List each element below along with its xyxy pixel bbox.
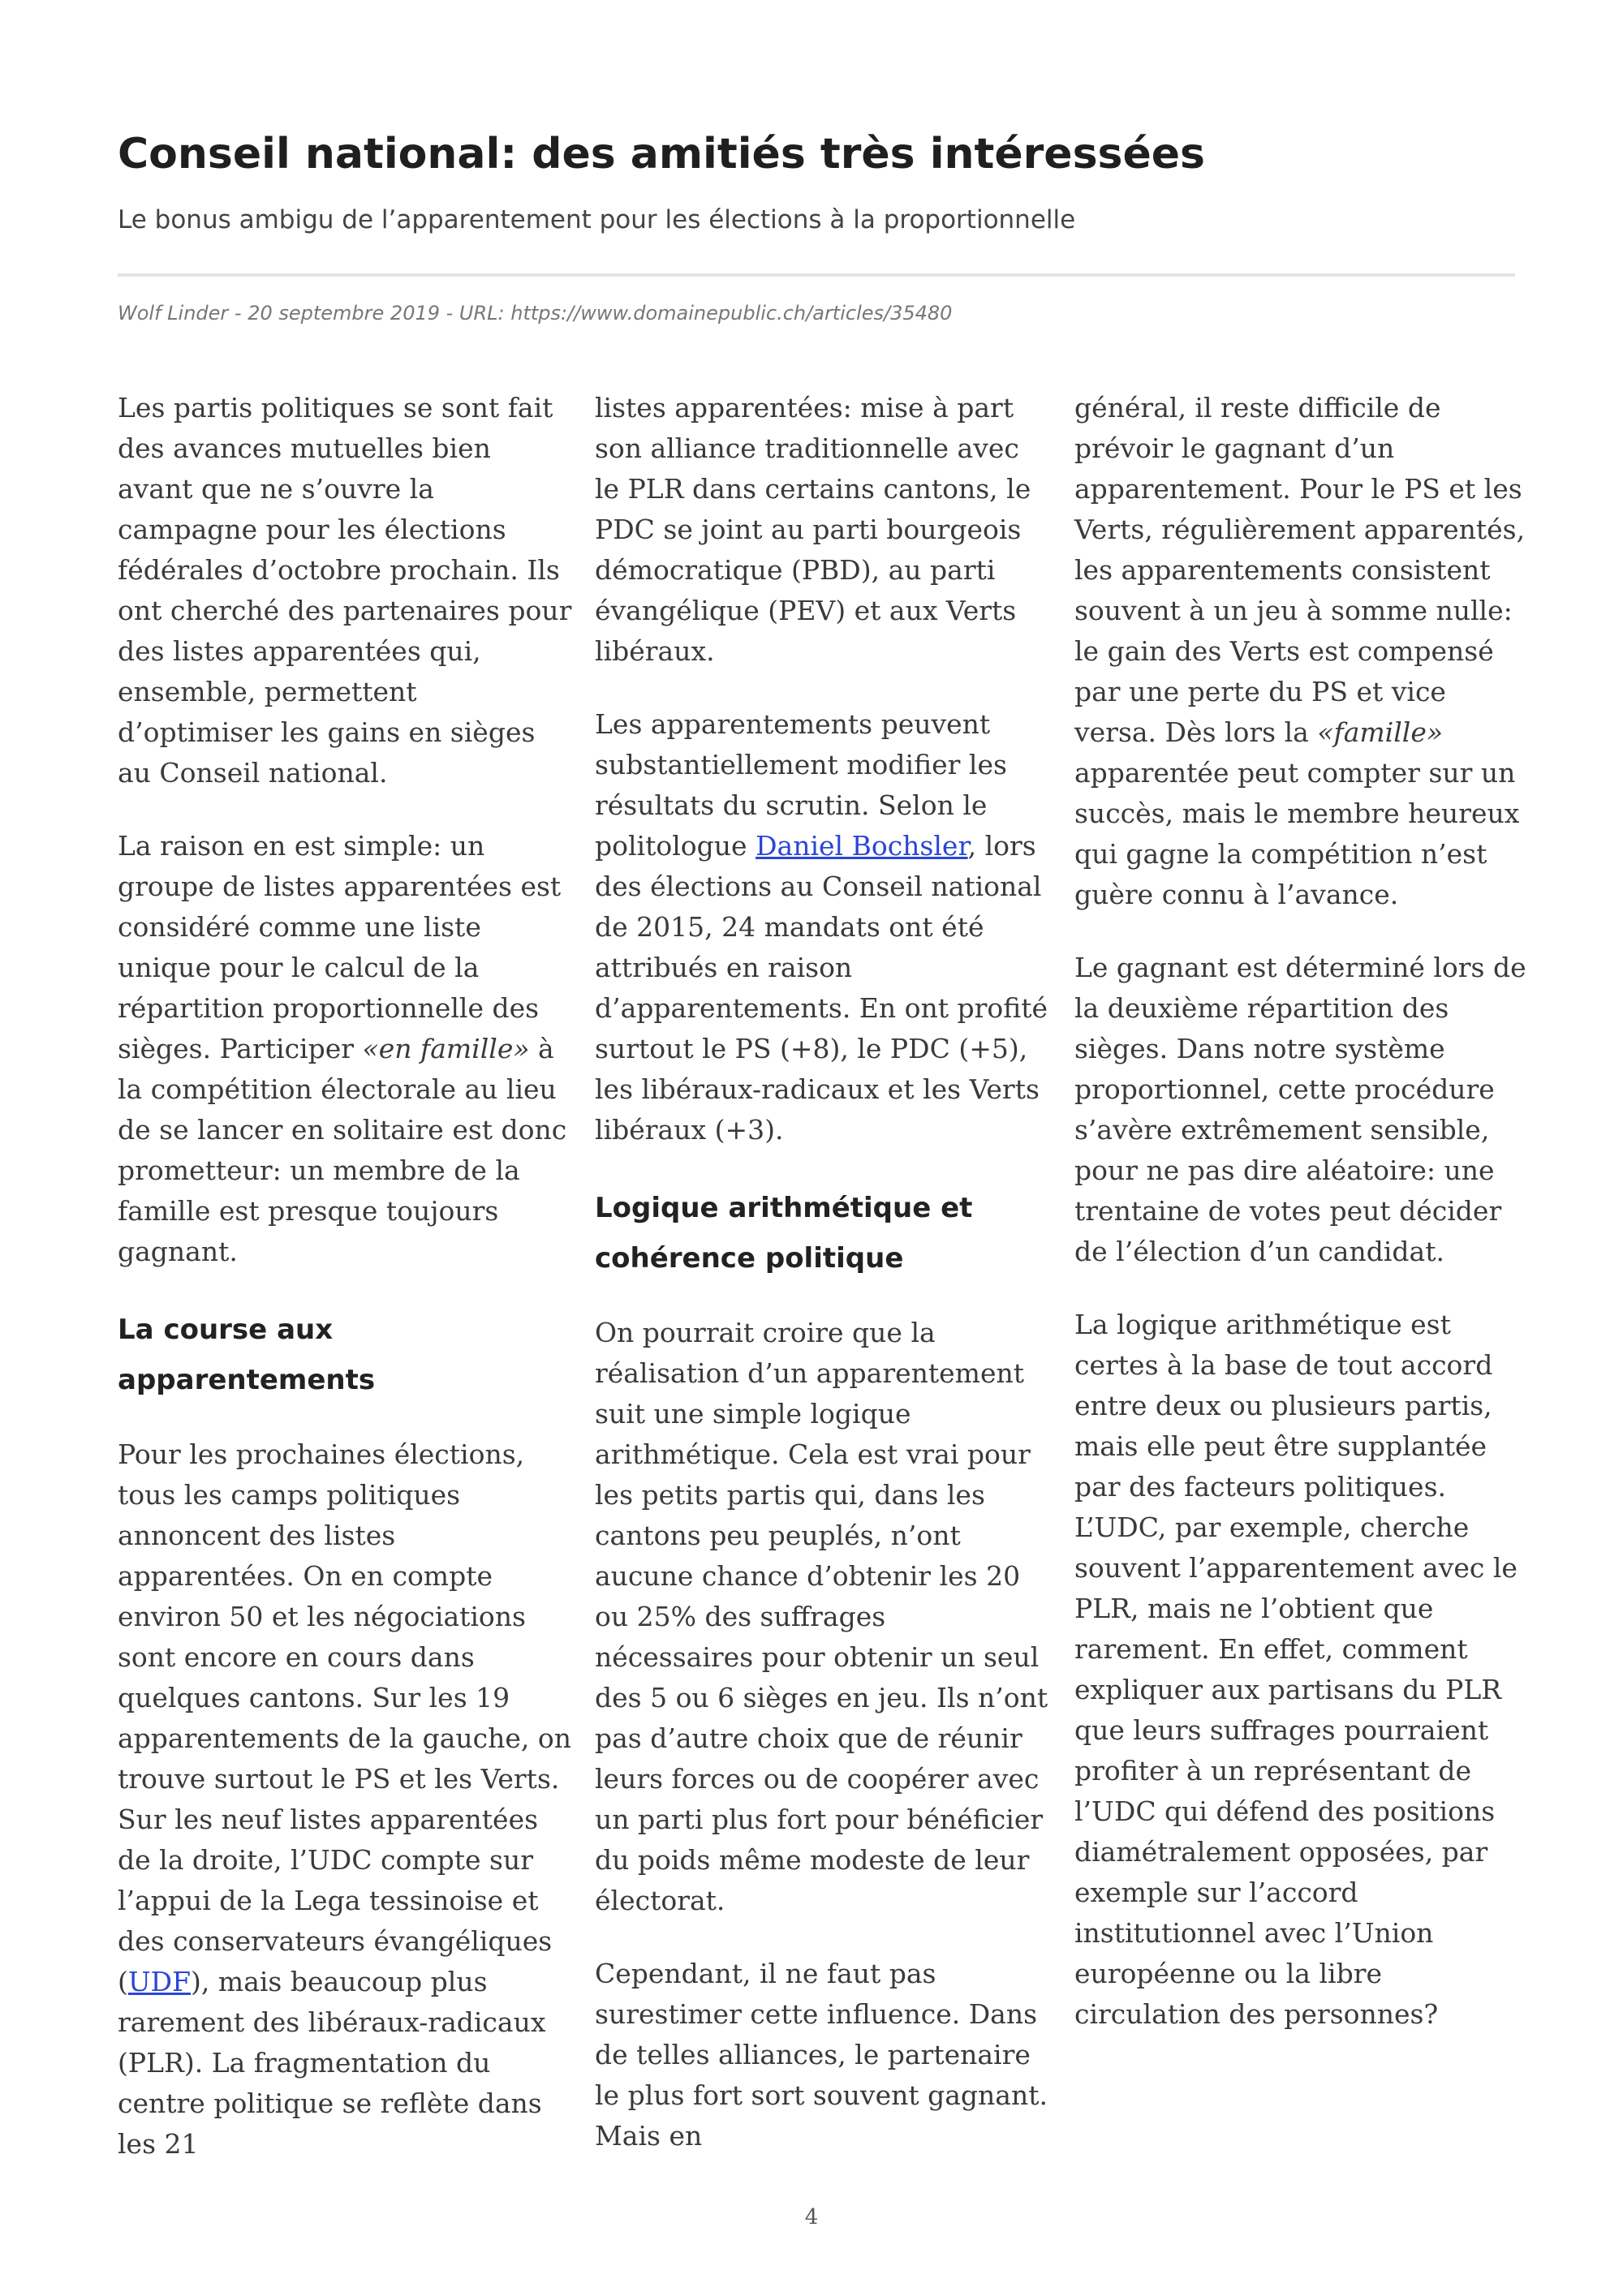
column-1 bbox=[118, 388, 572, 2160]
paragraph-text: listes apparentées: mise à part son alliance traditionnelle avec le PLR dans certains cantons, le PDC se joint au parti bourgeois démocratique (PBD), au parti évangélique (PEV) et aux Verts libéraux. bbox=[595, 392, 1031, 667]
spacer bbox=[595, 0, 1049, 769]
daniel-bochsler-link[interactable]: Daniel Bochsler bbox=[756, 830, 968, 862]
section-heading: Logique arithmétique et cohérence politique bbox=[595, 1192, 973, 1275]
column-3 bbox=[1074, 388, 1529, 2035]
paragraph-continuation bbox=[595, 0, 1049, 769]
paragraph: On pourrait croire que la réalisation d’un apparentement suit une simple logique arithmétique. Cela est vrai pour les petits partis qui, dans les cantons peu peuplés, n’ont aucune chance d’obtenir les 20 ou 25% des suffrages nécessaires pour obtenir un seul des 5 ou 6 sièges en jeu. Ils n’ont pas d’autre choix que de réunir leurs forces ou de coopérer avec un parti plus fort pour bénéficier du poids même modeste de leur électorat. bbox=[595, 1317, 1048, 1916]
paragraph-text: Cependant, il ne faut pas surestimer cette influence. Dans de telles alliances, le partenaire le plus fort sort souvent gagnant. Mais en bbox=[595, 1958, 1048, 2152]
header-divider bbox=[118, 273, 1515, 277]
paragraph-text: , lors des élections au Conseil national de 2015, 24 mandats ont été attribués en raison d’apparentements. En ont profité surtout le PS (+8), le PDC (+5), les libéraux-radicaux et les Verts libéraux (+3). bbox=[595, 830, 1048, 1146]
paragraph bbox=[118, 826, 572, 1272]
column-2 bbox=[595, 388, 1049, 2152]
paragraph bbox=[118, 1434, 572, 2160]
article-subtitle: Le bonus ambigu de l’apparentement pour les élections à la proportionnelle bbox=[118, 205, 1076, 234]
paragraph bbox=[595, 1954, 1049, 2152]
emphasis-text: «famille» bbox=[1317, 716, 1444, 748]
udf-link[interactable]: UDF bbox=[127, 1966, 192, 1997]
paragraph: Le gagnant est déterminé lors de la deuxième répartition des sièges. Dans notre système proportionnel, cette procédure s’avère extrêmement sensible, pour ne pas dire aléatoire: une trentaine de votes peut décider de l’élection d’un candidat. bbox=[1074, 952, 1526, 1267]
article-meta: Wolf Linder - 20 septembre 2019 - URL: https://www.domainepublic.ch/articles/35480 bbox=[118, 302, 953, 325]
paragraph bbox=[595, 704, 1049, 1150]
article-title: Conseil national: des amitiés très intéressées bbox=[118, 130, 1205, 178]
paragraph-text: général, il reste difficile de prévoir le gagnant d’un apparentement. Pour le PS et les Verts, régulièrement apparentés, les apparentements consistent souvent à un jeu à somme nulle: le gain des Verts est compensé par une perte du PS et vice versa. Dès lors la bbox=[1074, 392, 1526, 748]
paragraph-text: Les apparentements peuvent substantiellement modifier les résultats du scrutin. Selon le politologue bbox=[595, 708, 1007, 862]
paragraph: Les partis politiques se sont fait des avances mutuelles bien avant que ne s’ouvre la campagne pour les élections fédérales d’octobre prochain. Ils ont cherché des partenaires pour des listes apparentées qui, ensemble, permettent d’optimiser les gains en sièges au Conseil national. bbox=[118, 392, 572, 789]
paragraph: La logique arithmétique est certes à la base de tout accord entre deux ou plusieurs partis, mais elle peut être supplantée par des facteurs politiques. L’UDC, par exemple, cherche souvent l’apparentement avec le PLR, mais ne l’obtient que rarement. En effet, comment expliquer aux partisans du PLR que leurs suffrages pourraient profiter à un représentant de l’UDC qui défend des positions diamétralement opposées, par exemple sur l’accord institutionnel avec l’Union européenne ou la libre circulation des personnes? bbox=[1074, 1309, 1518, 2030]
paragraph-text: La raison en est simple: un groupe de listes apparentées est considéré comme une liste unique pour le calcul de la répartition proportionnelle des sièges. Participer bbox=[118, 830, 562, 1064]
page-number: 4 bbox=[804, 2205, 819, 2229]
paragraph-text: à la compétition électorale au lieu de se lancer en solitaire est donc prometteur: un membre de la famille est presque toujours gagnant. bbox=[118, 1033, 567, 1267]
paragraph bbox=[1074, 388, 1529, 915]
paragraph-text: ), mais beaucoup plus rarement des libéraux-radicaux (PLR). La fragmentation du centre politique se reflète dans les 21 bbox=[118, 1966, 546, 2160]
paragraph-text: Pour les prochaines élections, tous les camps politiques annoncent des listes apparentées. On en compte environ 50 et les négociations sont encore en cours dans quelques cantons. Sur les 19 apparentements de la gauche, on trouve surtout le PS et les Verts. Sur les neuf listes apparentées de la droite, l’UDC compte sur l’appui de la Lega tessinoise et des conservateurs évangéliques ( bbox=[118, 1438, 571, 1997]
emphasis-text: «en famille» bbox=[362, 1033, 530, 1064]
section-heading: La course aux apparentements bbox=[118, 1314, 376, 1396]
paragraph-text: apparentée peut compter sur un succès, mais le membre heureux qui gagne la compétition n’est guère connu à l’avance. bbox=[1074, 757, 1520, 910]
